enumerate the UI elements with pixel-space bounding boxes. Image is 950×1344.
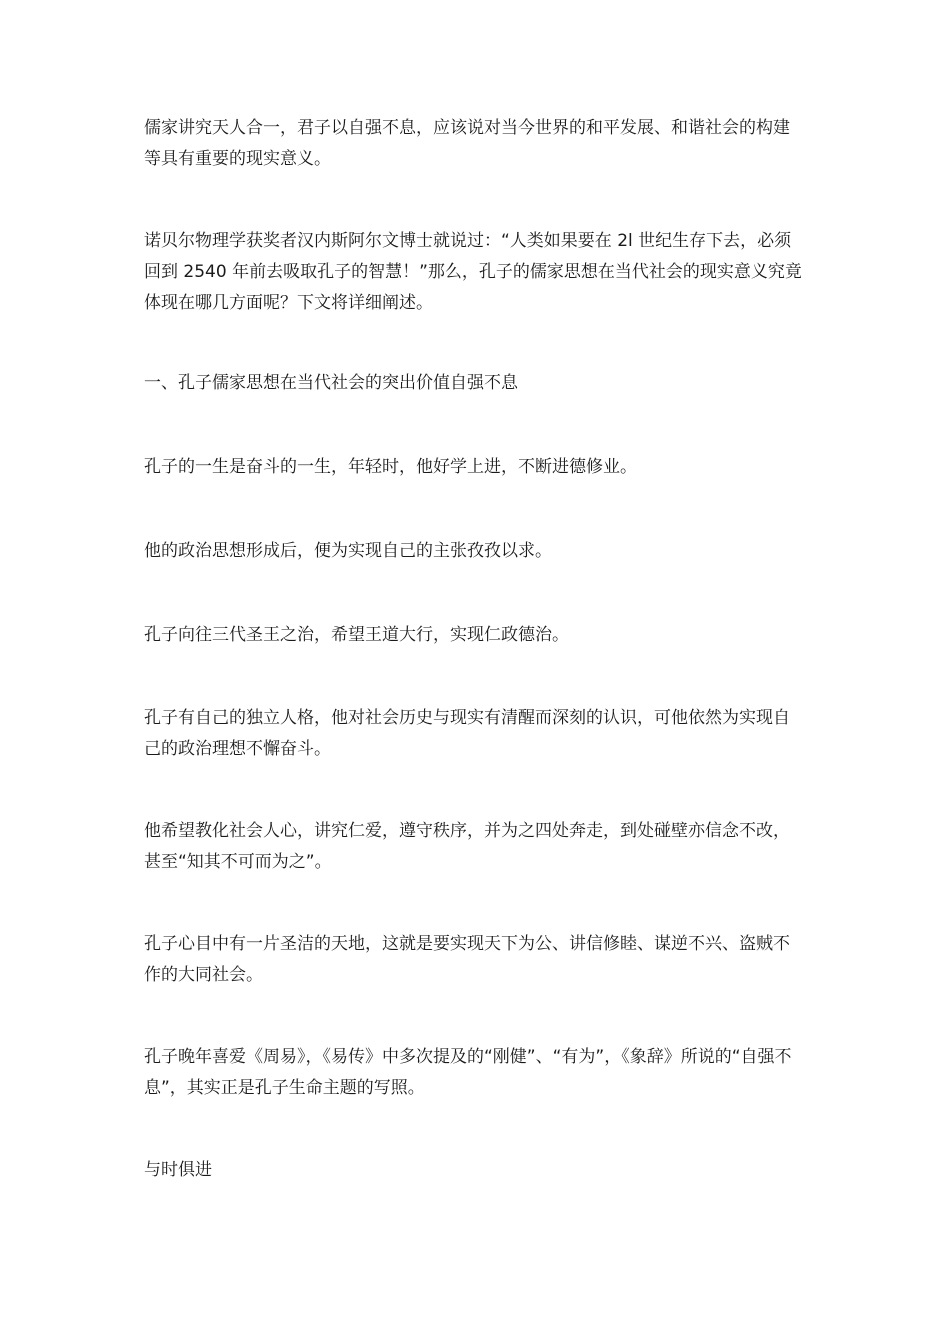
paragraph-7: 他希望教化社会人心，讲究仁爱，遵守秩序，并为之四处奔走，到处碰壁亦信念不改，甚至“知其不可而为之”。 — [144, 821, 790, 872]
paragraph-3: 孔子的一生是奋斗的一生，年轻时，他好学上进，不断进德修业。 — [144, 457, 637, 477]
subheading: 与时俱进 — [144, 1160, 212, 1180]
section-heading: 一、孔子儒家思想在当代社会的突出价值自强不息 — [144, 373, 518, 393]
paragraph-5: 孔子向往三代圣王之治，希望王道大行，实现仁政德治。 — [144, 625, 569, 645]
paragraph-9: 孔子晚年喜爱《周易》，《易传》中多次提及的“刚健”、“有为”，《象辞》所说的“自强不息”，其实正是孔子生命主题的写照。 — [144, 1047, 792, 1098]
paragraph-1: 儒家讲究天人合一，君子以自强不息，应该说对当今世界的和平发展、和谐社会的构建等具有重要的现实意义。 — [144, 118, 790, 169]
paragraph-4: 他的政治思想形成后，便为实现自己的主张孜孜以求。 — [144, 541, 552, 561]
paragraph-2: 诺贝尔物理学获奖者汉内斯阿尔文博士就说过：“人类如果要在 2l 世纪生存下去，必须回到 2540 年前去吸取孔子的智慧！”那么，孔子的儒家思想在当代社会的现实意义究竟体现在哪几方面呢？下文将详细阐述。 — [144, 231, 802, 313]
paragraph-6: 孔子有自己的独立人格，他对社会历史与现实有清醒而深刻的认识，可他依然为实现自己的政治理想不懈奋斗。 — [144, 708, 790, 759]
paragraph-8: 孔子心目中有一片圣洁的天地，这就是要实现天下为公、讲信修睦、谋逆不兴、盗贼不作的大同社会。 — [144, 934, 790, 985]
